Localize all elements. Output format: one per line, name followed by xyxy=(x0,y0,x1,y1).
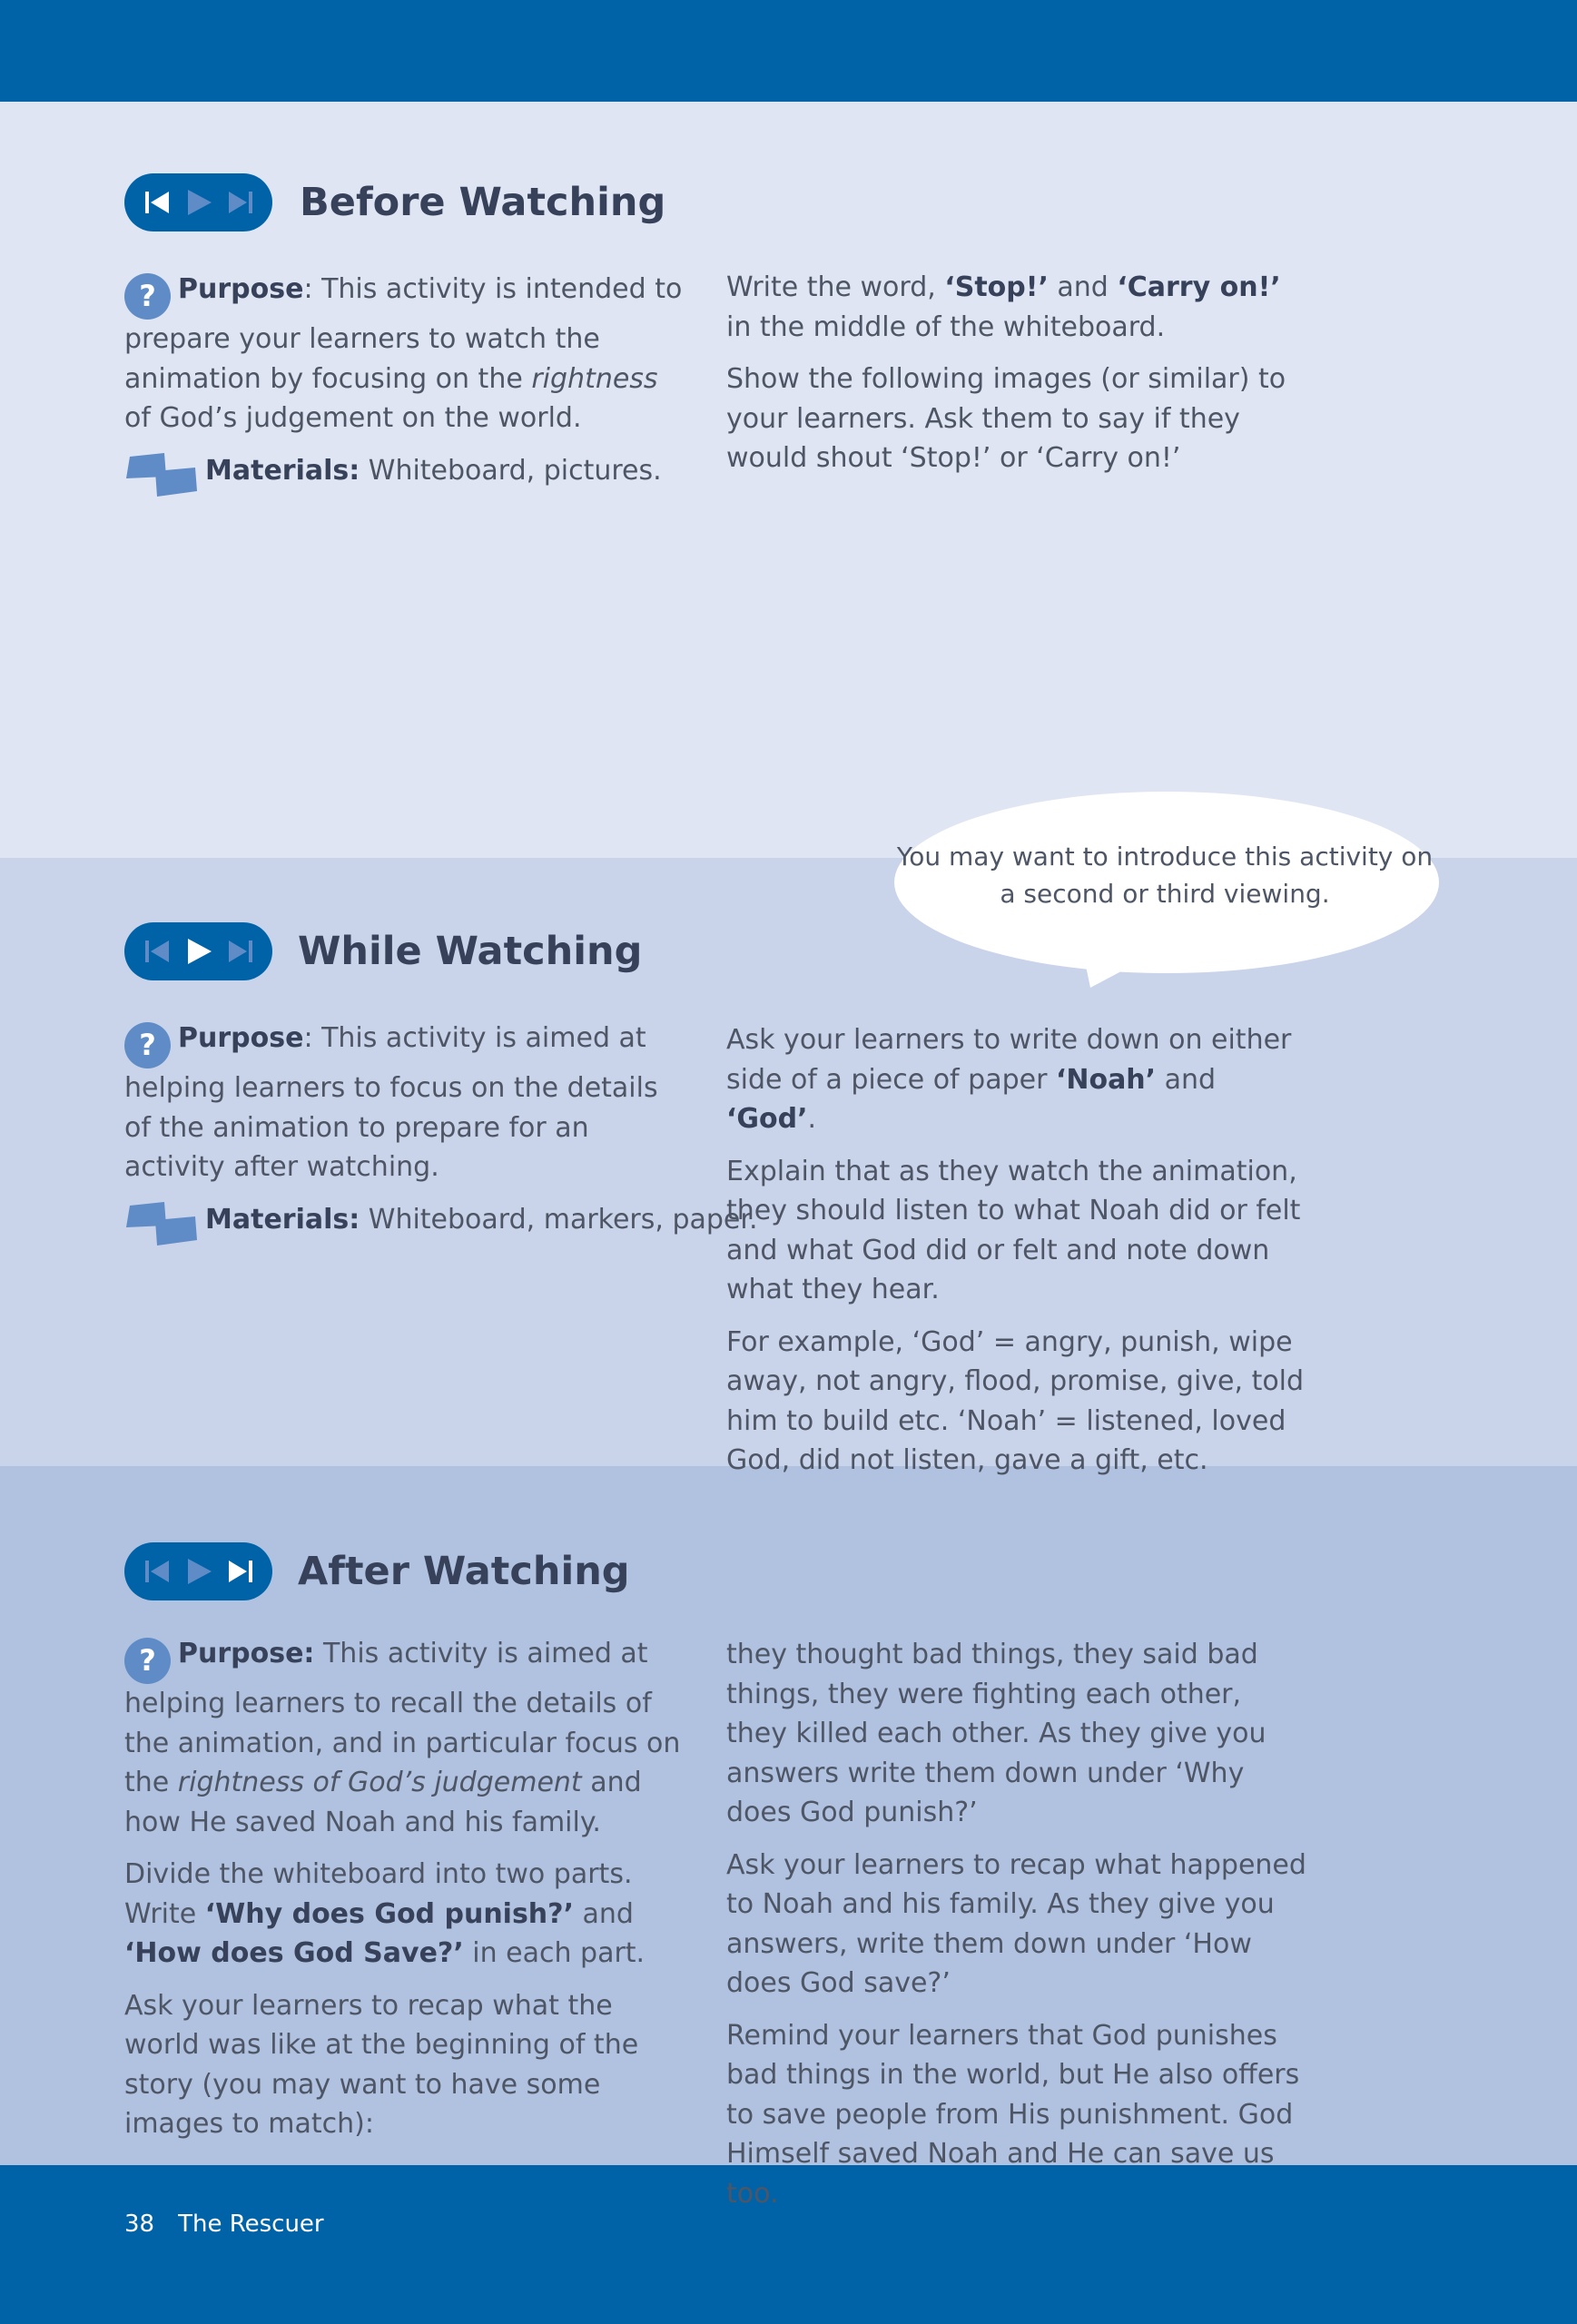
instruction-paragraph: Ask your learners to write down on either side of a piece of paper ‘Noah’ and ‘God’. xyxy=(726,1024,1292,1135)
materials-label: Materials: xyxy=(205,1203,360,1236)
top-banner xyxy=(0,0,1577,102)
after-right-column xyxy=(726,1635,1307,2226)
skip-back-icon xyxy=(143,939,171,964)
section-title: Before Watching xyxy=(300,180,666,225)
purpose-label: Purpose: xyxy=(178,1638,315,1669)
book-title: The Rescuer xyxy=(178,2211,324,2238)
after-watching-header xyxy=(124,1542,630,1600)
question-icon: ? xyxy=(124,1022,171,1068)
purpose-paragraph: ? Purpose: This activity is aimed at helping learners to focus on the details of the animation to prepare for an activity after watching. xyxy=(124,1022,658,1183)
instruction-paragraph: Show the following images (or similar) to your learners. Ask them to say if they would shout ‘Stop!’ or ‘Carry on!’ xyxy=(726,363,1286,474)
pictures-icon xyxy=(124,451,199,498)
instruction-paragraph: Remind your learners that God punishes bad things in the world, but He also offers to save people from His punishment. God Himself saved Noah and He can save us too. xyxy=(726,2019,1300,2210)
materials-line: Materials: Whiteboard, pictures. xyxy=(124,451,692,491)
instruction-paragraph: Ask your learners to recap what happened to Noah and his family. As they give you answers, write them down under ‘How does God save?’ xyxy=(726,1848,1306,1999)
instruction-paragraph: Write the word, ‘Stop!’ and ‘Carry on!’ in the middle of the whiteboard. xyxy=(726,271,1281,343)
skip-back-icon xyxy=(143,1559,171,1584)
page-footer xyxy=(124,2211,324,2238)
media-controls xyxy=(124,1542,272,1600)
while-left-column xyxy=(124,1019,758,1239)
question-icon: ? xyxy=(124,273,171,320)
skip-forward-icon xyxy=(227,190,254,215)
speech-bubble-text: You may want to introduce this activity on a second or third viewing. xyxy=(896,842,1434,909)
play-icon xyxy=(185,938,212,965)
instruction-paragraph: For example, ‘God’ = angry, punish, wipe away, not angry, flood, promise, give, told him to build etc. ‘Noah’ = listened, loved God, did not listen, gave a gift, etc. xyxy=(726,1325,1305,1476)
play-icon xyxy=(185,189,212,216)
materials-line: Materials: Whiteboard, markers, paper. xyxy=(124,1200,692,1240)
before-left-column xyxy=(124,270,692,490)
before-right-column xyxy=(726,268,1307,491)
play-icon xyxy=(185,1558,212,1585)
skip-back-icon xyxy=(143,190,171,215)
section-title: After Watching xyxy=(298,1549,630,1594)
skip-forward-icon xyxy=(227,1559,254,1584)
instruction-paragraph: they thought bad things, they said bad things, they were fighting each other, they killed each other. As they give you answers write them down under ‘Why does God punish?’ xyxy=(726,1639,1267,1828)
pictures-icon xyxy=(124,1200,199,1247)
skip-forward-icon xyxy=(227,939,254,964)
purpose-label: Purpose xyxy=(178,1022,304,1054)
purpose-label: Purpose xyxy=(178,273,304,305)
question-icon: ? xyxy=(124,1638,171,1684)
while-watching-header xyxy=(124,922,642,980)
media-controls xyxy=(124,173,272,231)
after-left-column xyxy=(124,1634,692,2157)
before-watching-header xyxy=(124,173,665,231)
section-title: While Watching xyxy=(298,929,643,974)
instruction-paragraph: Divide the whiteboard into two parts. Write ‘Why does God punish?’ and ‘How does God Save?’ in each part. xyxy=(124,1858,646,1969)
purpose-paragraph: ? Purpose: This activity is aimed at helping learners to recall the details of the animation, and in particular focus on the rightness of God’s judgement and how He saved Noah and his family. xyxy=(124,1638,681,1838)
page-number: 38 xyxy=(124,2211,155,2238)
materials-label: Materials: xyxy=(205,454,360,487)
media-controls xyxy=(124,922,272,980)
instruction-paragraph: Ask your learners to recap what the world was like at the beginning of the story (you may want to have some images to match): xyxy=(124,1989,639,2140)
while-right-column xyxy=(726,1020,1307,1493)
instruction-paragraph: Explain that as they watch the animation, they should listen to what Noah did or felt and what God did or felt and note down what they hear. xyxy=(726,1155,1301,1305)
purpose-paragraph: ? Purpose: This activity is intended to prepare your learners to watch the animation by focusing on the rightness of God’s judgement on the world. xyxy=(124,273,683,434)
